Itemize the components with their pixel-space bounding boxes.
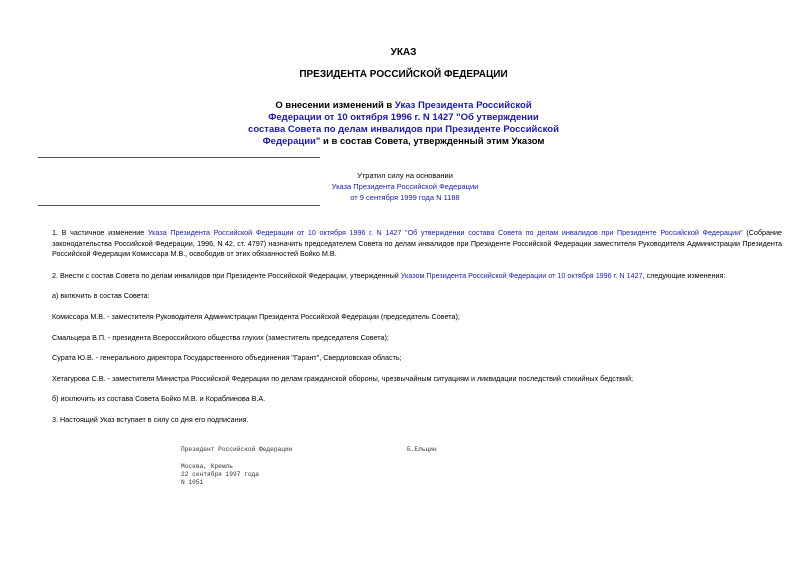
lost-force-link-2[interactable]: от 9 сентября 1999 года N 1188 — [350, 193, 460, 202]
heading-suffix: и в состав Совета, утвержденный этим Указом — [320, 136, 545, 147]
paragraph-2-suffix: , следующие изменения: — [642, 271, 726, 280]
divider-top — [38, 157, 320, 158]
signature-place: Москва, Кремль — [181, 463, 233, 470]
paragraph-2-prefix: 2. Внести с состав Совета по делам инвалидов при Президенте Российской Федерации, утвержденный — [52, 271, 401, 280]
paragraph-member-khetagurov: Хетагурова С.В. - заместителя Министра Российской Федерации по делам гражданской обороны, чрезвычайным ситуациям и ликвидации последствий стихийных бедствий; — [52, 374, 633, 383]
paragraph-member-smaltser: Смальцера В.П. - президента Всероссийского общества глухих (заместитель председателя Совета); — [52, 333, 389, 342]
divider-bottom — [38, 205, 320, 206]
signature-name: Б.Ельцин — [407, 446, 437, 453]
lost-force-note — [300, 170, 510, 203]
lost-force-link-1[interactable]: Указа Президента Российской Федерации — [331, 182, 479, 191]
paragraph-1 — [38, 228, 782, 260]
signature-number: N 1051 — [181, 479, 204, 486]
signature-title: Президент Российской Федерации — [181, 446, 293, 453]
document-subtitle: ПРЕЗИДЕНТА РОССИЙСКОЙ ФЕДЕРАЦИИ — [299, 69, 508, 80]
paragraph-1-link[interactable]: Указа Президента Российской Федерации от 10 октября 1996 г. N 1427 "Об утверждении состава Совета по делам инвалидов при Президенте Российской Федерации" — [147, 228, 743, 237]
paragraph-effective: 3. Настоящий Указ вступает в силу со дня его подписания. — [52, 415, 249, 424]
heading-link-line4[interactable]: Федерации" — [262, 136, 321, 147]
paragraph-2-link[interactable]: Указом Президента Российской Федерации от 10 октября 1996 г. N 1427 — [400, 271, 643, 280]
paragraph-exclude: б) исключить из состава Совета Бойко М.В. и Кораблинова В.А. — [52, 394, 266, 403]
paragraph-1-suffix: (Собрание законодательства Российской Федерации, 1996, N 42, ст. 4797) назначить председателем Совета по делам инвалидов при Президенте Российской Федерации заместителя Руководителя Администрации Президента Российской Федерации Комиссара М.В., освободив от этих обязанностей Бойко М.В. — [52, 228, 783, 258]
document-heading — [0, 100, 807, 148]
heading-prefix: О внесении изменений в — [275, 100, 395, 111]
paragraph-member-komissar: Комиссара М.В. - заместителя Руководителя Администрации Президента Российской Федерации (председатель Совета); — [52, 312, 460, 321]
heading-link-line1[interactable]: Указ Президента Российской — [394, 100, 532, 111]
paragraph-2 — [38, 271, 782, 282]
paragraph-1-prefix: 1. В частичное изменение — [52, 228, 148, 237]
lost-force-text: Утратил силу на основании — [357, 171, 453, 180]
heading-link-line3[interactable]: состава Совета по делам инвалидов при Президенте Российской — [248, 124, 559, 135]
signature-date: 22 сентября 1997 года — [181, 471, 259, 478]
heading-link-line2[interactable]: Федерации от 10 октября 1996 г. N 1427 "Об утверждении — [268, 112, 539, 123]
document-title: УКАЗ — [390, 47, 417, 58]
paragraph-member-surat: Сурата Ю.В. - генерального директора Государственного объединения "Гарант", Свердловская область; — [52, 353, 402, 362]
paragraph-include: а) включить в состав Совета: — [52, 291, 150, 300]
